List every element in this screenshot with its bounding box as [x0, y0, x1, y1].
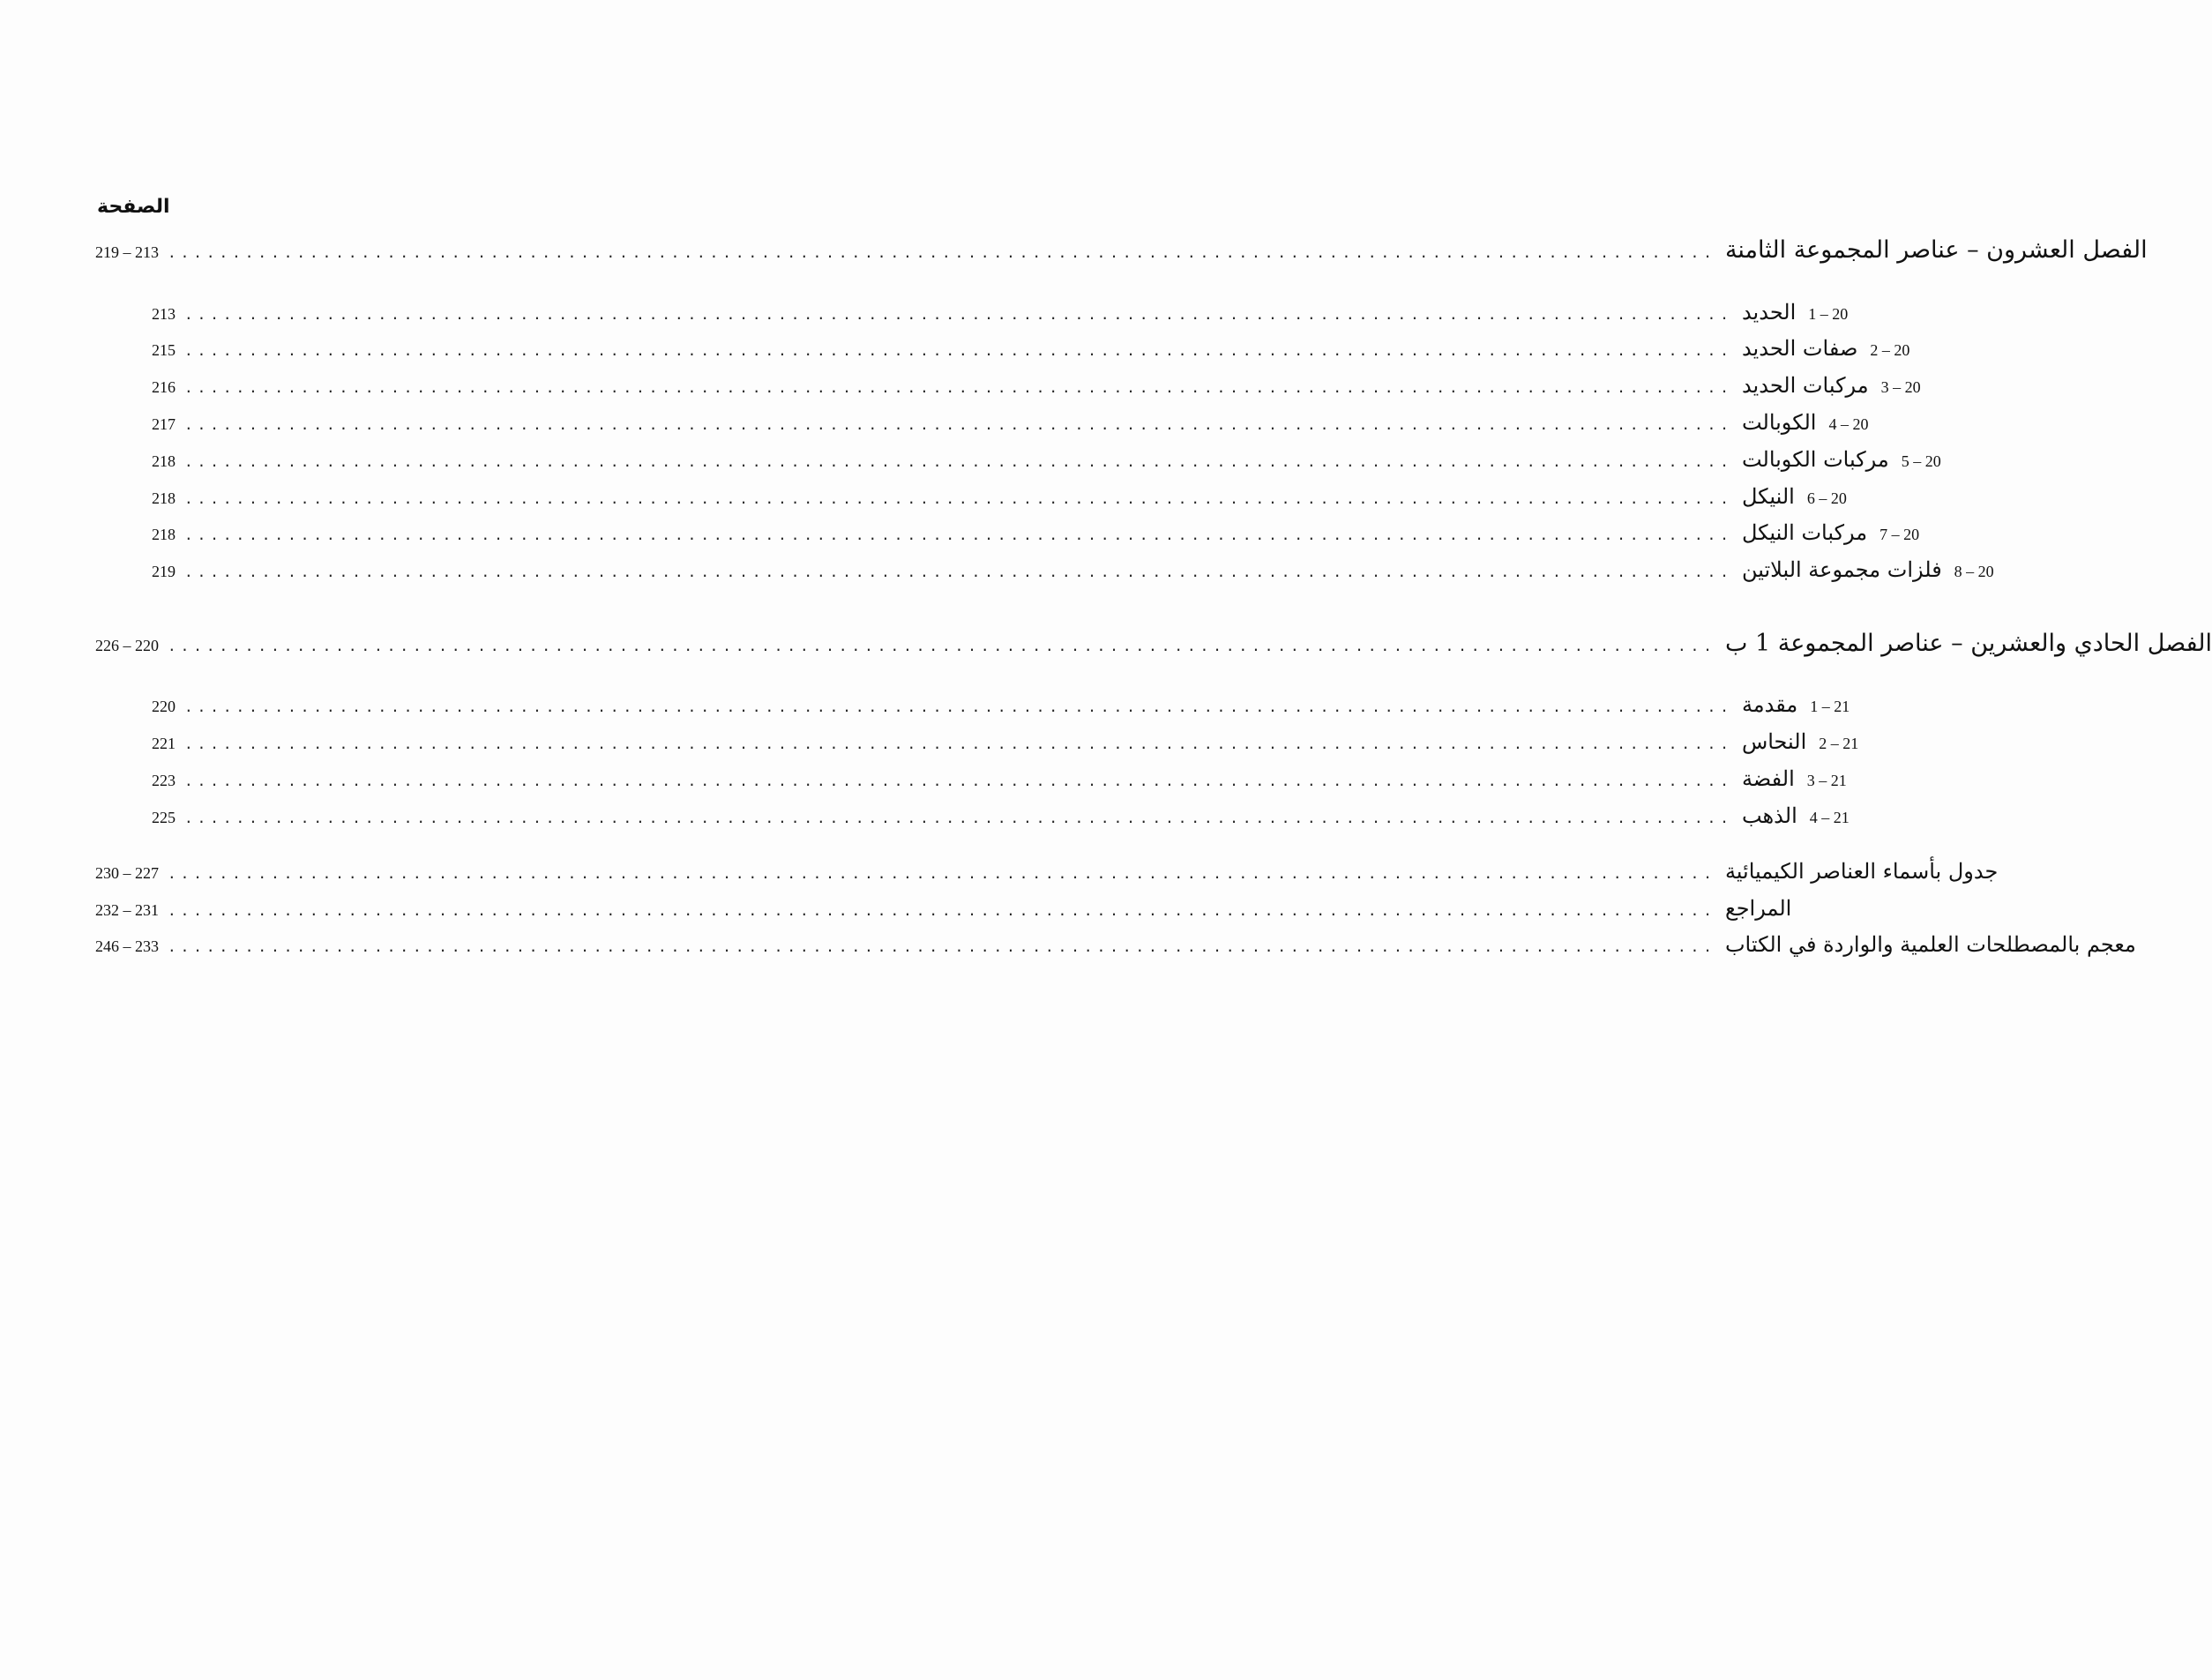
section-title: الذهب — [1741, 803, 1797, 828]
section-number: 1 – 21 — [1810, 698, 1850, 715]
backmatter-title: معجم بالمصطلحات العلمية والواردة في الكتاب — [1724, 932, 2136, 957]
section-entry — [152, 447, 1941, 482]
section-page: 223 — [152, 772, 176, 789]
section-page: 221 — [152, 735, 176, 752]
dot-leader: ........................................................................................................................ — [184, 735, 1733, 752]
chapter-pages: 219 – 213 — [95, 243, 159, 261]
section-entry — [152, 729, 1859, 765]
section-title: صفات الحديد — [1741, 336, 1858, 361]
dot-leader: ........................................................................................................................ — [168, 865, 1716, 882]
backmatter-pages: 232 – 231 — [95, 901, 159, 919]
section-entry — [152, 336, 1910, 371]
section-page: 220 — [152, 698, 176, 715]
dot-leader: ........................................................................................................................ — [168, 902, 1716, 919]
backmatter-entry — [95, 896, 1792, 931]
backmatter-title: جدول بأسماء العناصر الكيميائية — [1724, 859, 1999, 884]
section-title: الحديد — [1741, 300, 1797, 325]
section-number: 2 – 20 — [1870, 341, 1910, 359]
section-number: 5 – 20 — [1901, 452, 1941, 470]
section-entry — [152, 557, 1994, 593]
page-column-header: الصفحة — [97, 196, 170, 218]
dot-leader: ........................................................................................................................ — [184, 564, 1733, 580]
section-page: 213 — [152, 305, 176, 323]
section-page: 215 — [152, 341, 176, 359]
chapter-21-entry — [95, 630, 2212, 665]
section-entry — [152, 300, 1849, 335]
section-title: مركبات النيكل — [1741, 520, 1868, 545]
dot-leader: ........................................................................................................................ — [184, 698, 1733, 715]
section-page: 219 — [152, 563, 176, 580]
backmatter-entry — [95, 932, 2136, 967]
dot-leader: ........................................................................................................................ — [168, 638, 1716, 654]
section-number: 4 – 21 — [1809, 809, 1850, 826]
section-number: 3 – 21 — [1806, 772, 1847, 789]
dot-leader: ........................................................................................................................ — [184, 416, 1733, 433]
section-title: النيكل — [1741, 484, 1795, 509]
section-entry — [152, 410, 1869, 445]
section-page: 216 — [152, 378, 176, 396]
section-title: مقدمة — [1741, 692, 1798, 717]
section-entry — [152, 766, 1847, 802]
backmatter-pages: 230 – 227 — [95, 864, 159, 882]
chapter-title: الفصل الحادي والعشرين – عناصر المجموعة 1 ب — [1724, 630, 2212, 657]
dot-leader: ........................................................................................................................ — [184, 453, 1733, 470]
section-number: 4 – 20 — [1828, 415, 1869, 433]
section-page: 218 — [152, 489, 176, 507]
section-number: 7 – 20 — [1879, 526, 1920, 543]
dot-leader: ........................................................................................................................ — [184, 810, 1733, 826]
dot-leader: ........................................................................................................................ — [184, 490, 1733, 507]
section-entry — [152, 484, 1847, 519]
section-page: 225 — [152, 809, 176, 826]
chapter-title: الفصل العشرون – عناصر المجموعة الثامنة — [1724, 236, 2148, 264]
section-entry — [152, 803, 1850, 839]
section-title: النحاس — [1741, 729, 1807, 754]
section-entry — [152, 692, 1850, 728]
dot-leader: ........................................................................................................................ — [168, 938, 1716, 955]
dot-leader: ........................................................................................................................ — [184, 526, 1733, 543]
dot-leader: ........................................................................................................................ — [184, 773, 1733, 789]
section-title: مركبات الكوبالت — [1741, 447, 1889, 472]
chapter-pages: 226 – 220 — [95, 637, 159, 654]
section-number: 8 – 20 — [1954, 563, 1994, 580]
dot-leader: ........................................................................................................................ — [168, 244, 1716, 261]
dot-leader: ........................................................................................................................ — [184, 306, 1733, 323]
section-title: مركبات الحديد — [1741, 373, 1869, 398]
chapter-20-entry — [95, 236, 2148, 272]
backmatter-entry — [95, 859, 1999, 894]
backmatter-pages: 246 – 233 — [95, 937, 159, 955]
section-number: 1 – 20 — [1808, 305, 1849, 323]
section-entry — [152, 373, 1921, 408]
section-page: 218 — [152, 526, 176, 543]
section-title: الفضة — [1741, 766, 1795, 791]
section-page: 217 — [152, 415, 176, 433]
dot-leader: ........................................................................................................................ — [184, 379, 1733, 396]
dot-leader: ........................................................................................................................ — [184, 342, 1733, 359]
section-entry — [152, 520, 1920, 556]
section-page: 218 — [152, 452, 176, 470]
section-number: 2 – 21 — [1819, 735, 1859, 752]
section-title: فلزات مجموعة البلاتين — [1741, 557, 1942, 582]
section-title: الكوبالت — [1741, 410, 1817, 435]
section-number: 6 – 20 — [1806, 489, 1847, 507]
section-number: 3 – 20 — [1880, 378, 1921, 396]
backmatter-title: المراجع — [1724, 896, 1792, 921]
